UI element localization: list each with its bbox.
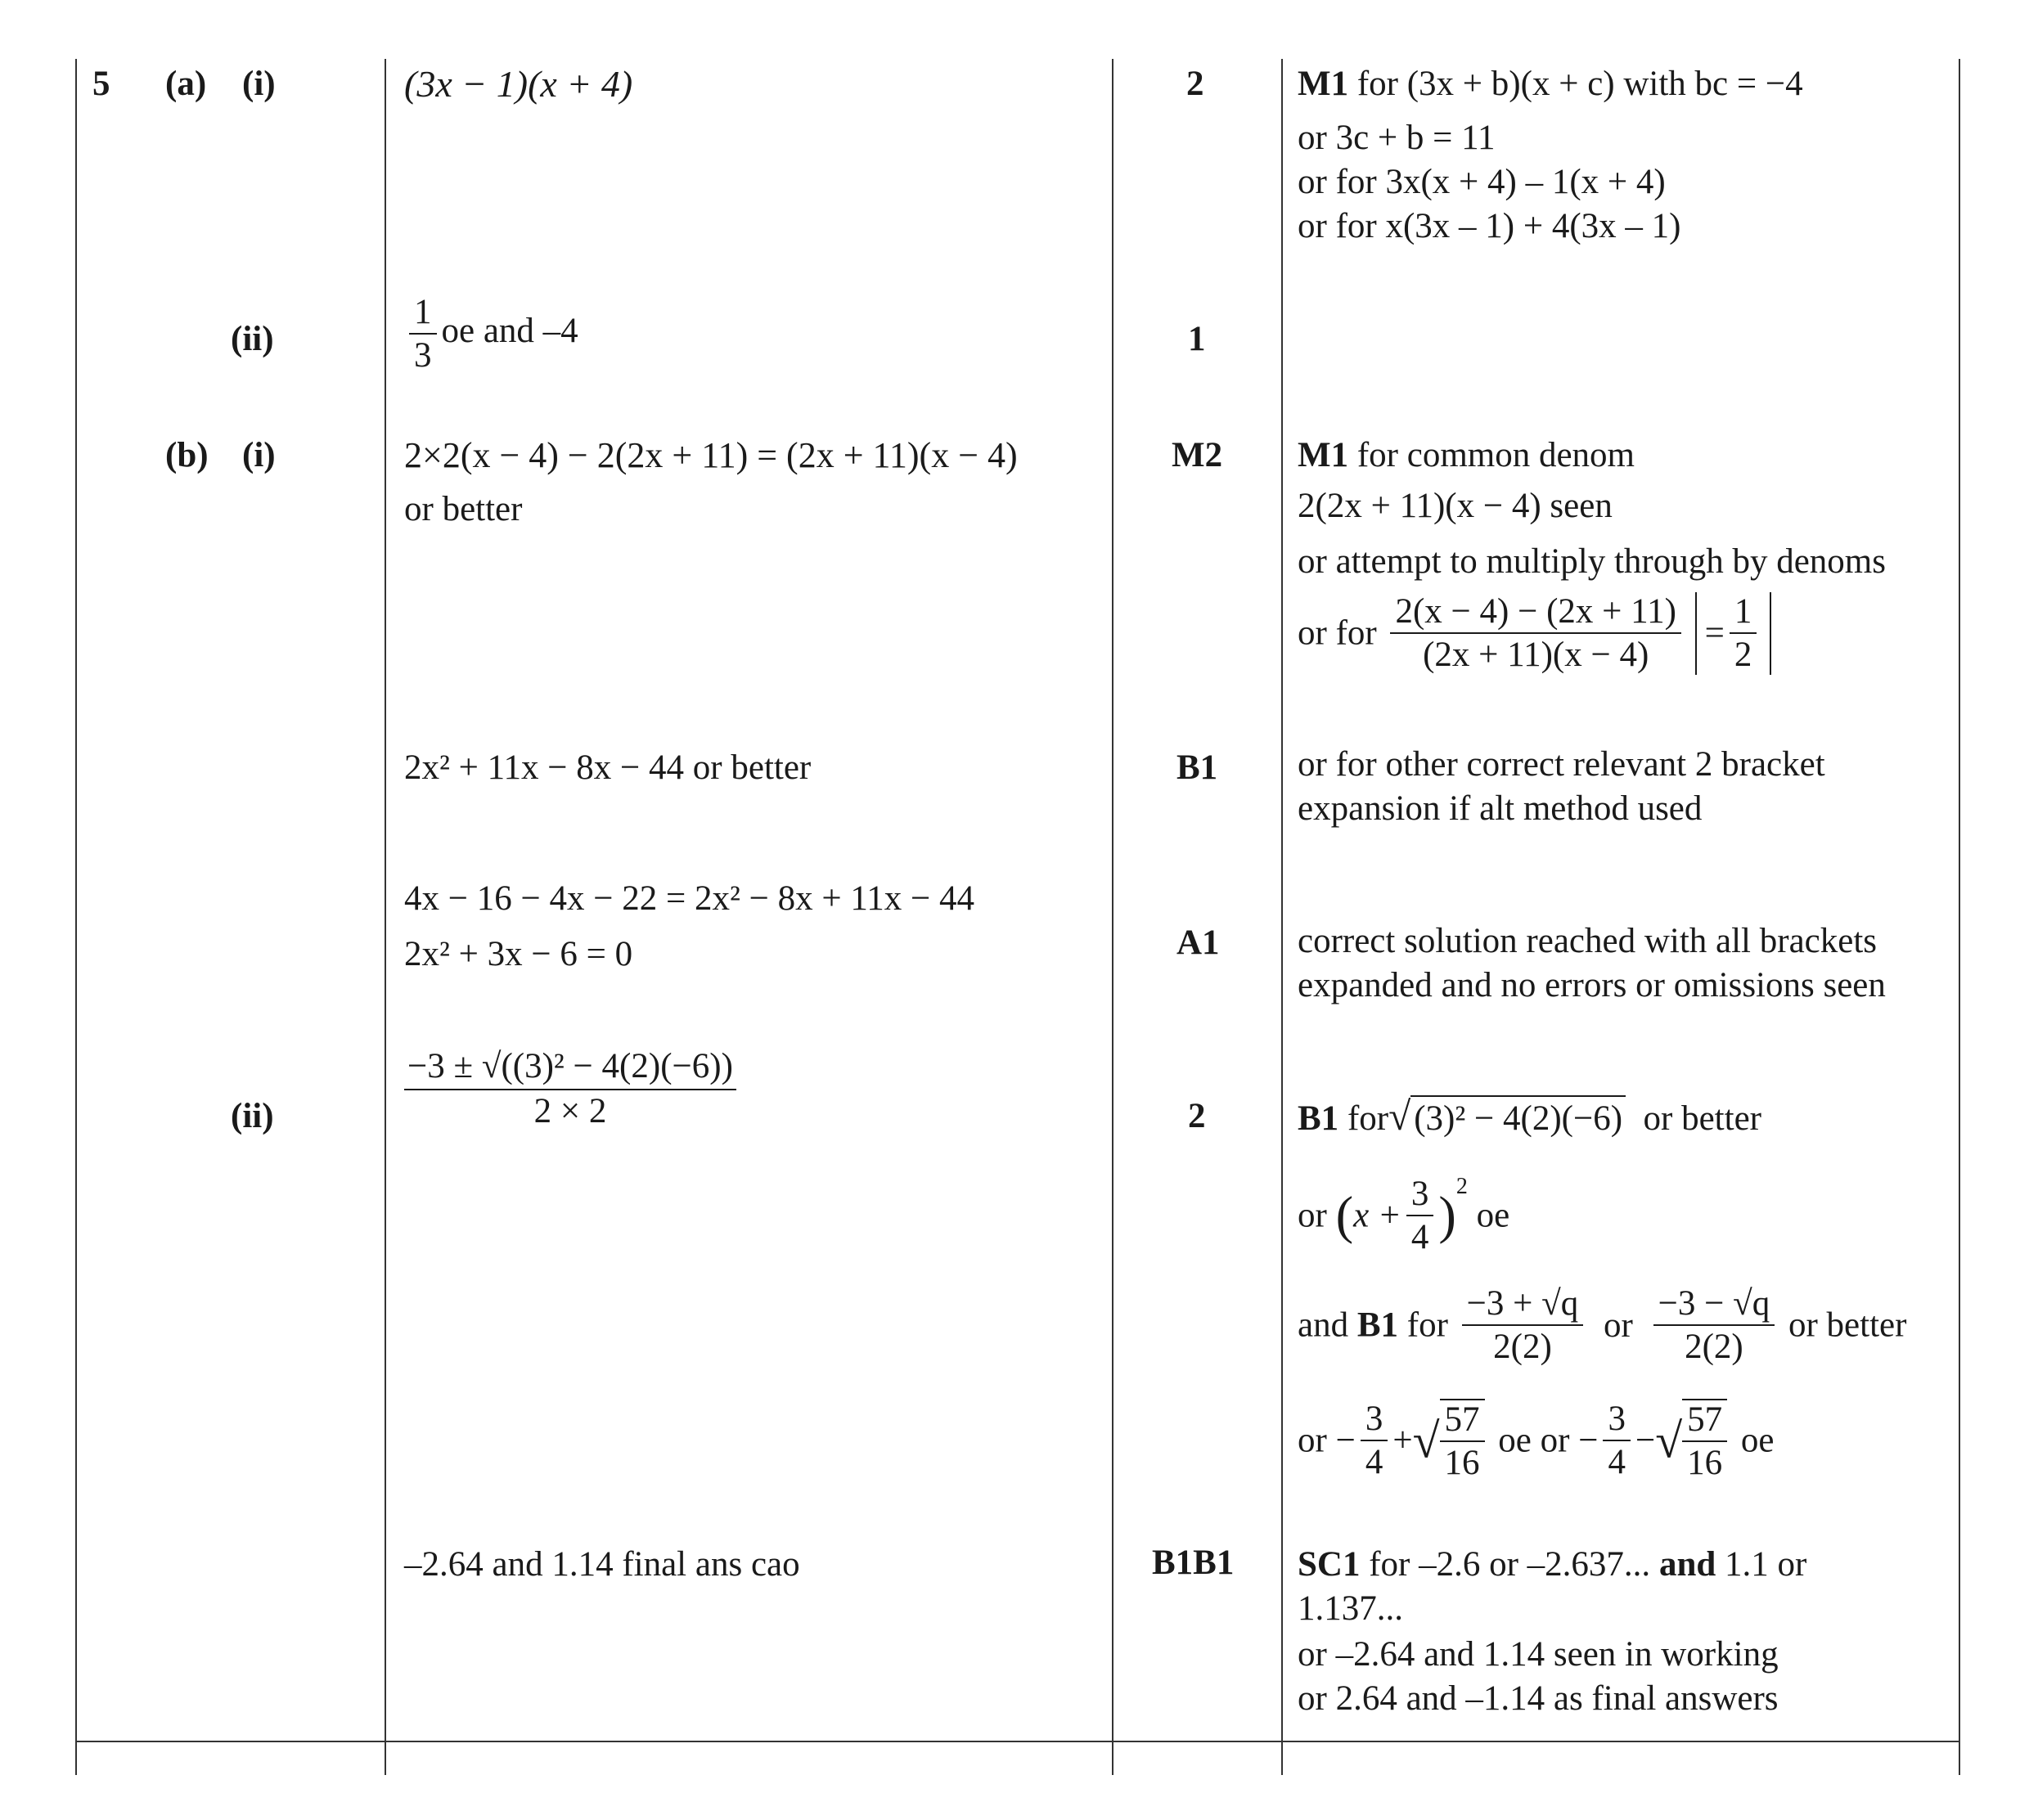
root-symbol-3: √ bbox=[1655, 1413, 1683, 1468]
fraction-numerator: 1 bbox=[409, 293, 437, 335]
optional-half-bracket bbox=[1695, 592, 1772, 675]
three-quarters-2-num: 3 bbox=[1603, 1400, 1631, 1441]
three-quarters-numerator: 3 bbox=[1406, 1175, 1434, 1216]
square-exponent: 2 bbox=[1455, 1174, 1468, 1199]
note-a-i-2: or 3c + b = 11 bbox=[1298, 119, 1496, 157]
three-quarters-2-den: 4 bbox=[1608, 1443, 1626, 1482]
root-57-16-b-num: 57 bbox=[1682, 1400, 1727, 1442]
note-b-ii-4-tail: oe bbox=[1740, 1421, 1775, 1460]
note-a-i-1 bbox=[1298, 62, 1803, 106]
minus-root-numerator: −3 − √q bbox=[1653, 1284, 1775, 1326]
discriminant-root: (3)² − 4(2)(−6) bbox=[1410, 1095, 1626, 1141]
neg-three-quarters-1 bbox=[1361, 1400, 1388, 1482]
column-divider-2 bbox=[1112, 59, 1113, 1775]
common-denom-denominator: (2x + 11)(x − 4) bbox=[1423, 636, 1649, 675]
note-b-ii-sc bbox=[1298, 1543, 1806, 1587]
half-numerator: 1 bbox=[1730, 592, 1757, 634]
note-b-ii-1 bbox=[1298, 1094, 1761, 1141]
note-b-i-2a: or for other correct relevant 2 bracket bbox=[1298, 745, 1825, 784]
plus-root-fraction bbox=[1462, 1284, 1584, 1367]
half-denominator: 2 bbox=[1734, 636, 1752, 675]
minus-sign-1: − bbox=[1335, 1421, 1356, 1460]
answer-b-i-2: 2x² + 11x − 8x − 44 or better bbox=[404, 748, 812, 787]
part-b-ii-label: (ii) bbox=[231, 1097, 274, 1135]
note-b-ii-sc-line-2: 1.137... bbox=[1298, 1589, 1403, 1628]
root-symbol-2: √ bbox=[1412, 1413, 1440, 1468]
answer-b-i-1: 2×2(x − 4) − 2(2x + 11) = (2x + 11)(x − 4) bbox=[404, 435, 1018, 475]
answer-a-i: (3x − 1)(x + 4) bbox=[404, 63, 633, 105]
note-a-i-1-bold: M1 bbox=[1298, 65, 1349, 103]
column-divider-3 bbox=[1281, 59, 1283, 1775]
note-b-ii-1-tail: or better bbox=[1643, 1099, 1761, 1138]
note-b-ii-2-prefix: or bbox=[1298, 1196, 1327, 1235]
note-b-i-1 bbox=[1298, 434, 1635, 478]
note-b-ii-3-or: or bbox=[1604, 1305, 1633, 1345]
table-border-left bbox=[75, 59, 77, 1775]
note-b-ii-2 bbox=[1298, 1175, 1509, 1257]
three-quarters-denominator: 4 bbox=[1410, 1218, 1429, 1257]
fraction-denominator: 3 bbox=[414, 336, 432, 375]
note-b-i-1-text: for common denom bbox=[1348, 436, 1635, 474]
sc-text-2: 1.1 or bbox=[1716, 1545, 1807, 1584]
left-paren: ( bbox=[1335, 1185, 1354, 1244]
minus-sign-2: − bbox=[1578, 1421, 1599, 1460]
note-b-ii-2-tail: oe bbox=[1476, 1196, 1510, 1235]
sc-text: for –2.6 or –2.637... bbox=[1360, 1545, 1659, 1584]
minus-root-denominator: 2(2) bbox=[1685, 1328, 1743, 1367]
note-b-i-3a: correct solution reached with all brackets bbox=[1298, 922, 1878, 960]
answer-b-i-1-or-better: or better bbox=[404, 490, 523, 528]
mark-a-i: 2 bbox=[1186, 65, 1204, 103]
answer-b-i-3a: 4x − 16 − 4x − 22 = 2x² − 8x + 11x − 44 bbox=[404, 879, 975, 918]
equals-sign: = bbox=[1704, 613, 1725, 653]
note-b-i-4 bbox=[1298, 592, 1771, 675]
note-b-i-4-prefix: or for bbox=[1298, 613, 1377, 653]
root-57-16-b-den: 16 bbox=[1687, 1444, 1723, 1483]
root-57-16-b bbox=[1682, 1399, 1727, 1483]
common-denom-fraction bbox=[1390, 592, 1680, 675]
common-denom-numerator: 2(x − 4) − (2x + 11) bbox=[1390, 592, 1680, 634]
answer-b-ii-final: –2.64 and 1.14 final ans cao bbox=[404, 1545, 800, 1584]
part-b-label: (b) bbox=[165, 436, 209, 474]
minus-sign-3: − bbox=[1635, 1421, 1656, 1460]
note-b-i-3: or attempt to multiply through by denoms bbox=[1298, 542, 1886, 581]
one-half-fraction bbox=[1730, 592, 1757, 675]
mark-b-i-1: M2 bbox=[1172, 436, 1223, 474]
note-b-ii-sc-line-4: or 2.64 and –1.14 as final answers bbox=[1298, 1679, 1779, 1718]
part-b-i-label: (i) bbox=[242, 436, 276, 474]
root-57-16-a-den: 16 bbox=[1444, 1444, 1480, 1483]
sc-and: and bbox=[1658, 1545, 1716, 1584]
root-57-16-a-num: 57 bbox=[1440, 1400, 1485, 1442]
root-57-16-a bbox=[1440, 1399, 1485, 1483]
question-number: 5 bbox=[92, 65, 110, 103]
note-b-i-1-bold: M1 bbox=[1298, 436, 1349, 474]
answer-b-ii-formula bbox=[404, 1047, 736, 1131]
note-b-ii-1-bold: B1 bbox=[1298, 1099, 1339, 1138]
note-b-i-3b: expanded and no errors or omissions seen bbox=[1298, 966, 1886, 1004]
note-b-ii-4-or: or bbox=[1298, 1421, 1327, 1460]
column-divider-1 bbox=[385, 59, 386, 1775]
plus-sign: + bbox=[1392, 1421, 1413, 1460]
minus-root-fraction bbox=[1653, 1284, 1775, 1367]
quadratic-formula-numerator: −3 ± √((3)² − 4(2)(−6)) bbox=[404, 1047, 736, 1090]
note-a-i-4: or for x(3x – 1) + 4(3x – 1) bbox=[1298, 207, 1681, 245]
right-paren: ) bbox=[1438, 1185, 1456, 1244]
part-a-i-label: (i) bbox=[242, 65, 276, 103]
table-bottom-rule bbox=[75, 1741, 1960, 1742]
three-quarters-fraction bbox=[1406, 1175, 1434, 1257]
note-a-i-3: or for 3x(x + 4) – 1(x + 4) bbox=[1298, 163, 1666, 201]
part-a-label: (a) bbox=[165, 65, 207, 103]
plus-root-numerator: −3 + √q bbox=[1462, 1284, 1584, 1326]
neg-three-quarters-2 bbox=[1603, 1400, 1631, 1482]
note-b-ii-3-tail: or better bbox=[1788, 1305, 1907, 1345]
note-b-i-2: 2(2x + 11)(x − 4) seen bbox=[1298, 487, 1613, 525]
mark-b-ii-2: B1B1 bbox=[1152, 1544, 1235, 1582]
root-symbol: √ bbox=[1388, 1094, 1411, 1139]
note-b-i-2b: expansion if alt method used bbox=[1298, 789, 1703, 828]
completing-square-term: x + bbox=[1353, 1196, 1401, 1235]
note-b-ii-sc-line-3: or –2.64 and 1.14 seen in working bbox=[1298, 1635, 1779, 1674]
sc-bold: SC1 bbox=[1298, 1545, 1361, 1584]
answer-a-ii bbox=[404, 293, 578, 375]
mark-b-ii-1: 2 bbox=[1188, 1097, 1206, 1135]
mark-b-i-2: B1 bbox=[1176, 748, 1218, 787]
note-b-ii-3 bbox=[1298, 1284, 1906, 1367]
note-b-ii-3-and: and bbox=[1298, 1305, 1349, 1345]
three-quarters-1-num: 3 bbox=[1361, 1400, 1388, 1441]
mark-a-ii: 1 bbox=[1188, 320, 1206, 358]
quadratic-formula-fraction bbox=[404, 1047, 736, 1131]
answer-b-i-3b: 2x² + 3x − 6 = 0 bbox=[404, 935, 633, 973]
quadratic-formula-denominator: 2 × 2 bbox=[533, 1092, 607, 1131]
note-b-ii-4-mid: oe or bbox=[1498, 1421, 1570, 1460]
note-b-ii-3-bold: B1 bbox=[1356, 1305, 1399, 1345]
note-b-ii-3-for: for bbox=[1406, 1305, 1448, 1345]
note-b-ii-4 bbox=[1298, 1399, 1775, 1483]
one-third-fraction bbox=[409, 293, 437, 375]
table-border-right bbox=[1959, 59, 1960, 1775]
plus-root-denominator: 2(2) bbox=[1493, 1328, 1552, 1367]
mark-b-i-3: A1 bbox=[1176, 923, 1220, 962]
part-a-ii-label: (ii) bbox=[231, 320, 274, 358]
three-quarters-1-den: 4 bbox=[1365, 1443, 1383, 1482]
answer-a-ii-rest: oe and –4 bbox=[441, 312, 578, 351]
note-b-ii-1-for: for bbox=[1338, 1099, 1389, 1138]
note-a-i-1-text: for (3x + b)(x + c) with bc = −4 bbox=[1348, 65, 1803, 103]
